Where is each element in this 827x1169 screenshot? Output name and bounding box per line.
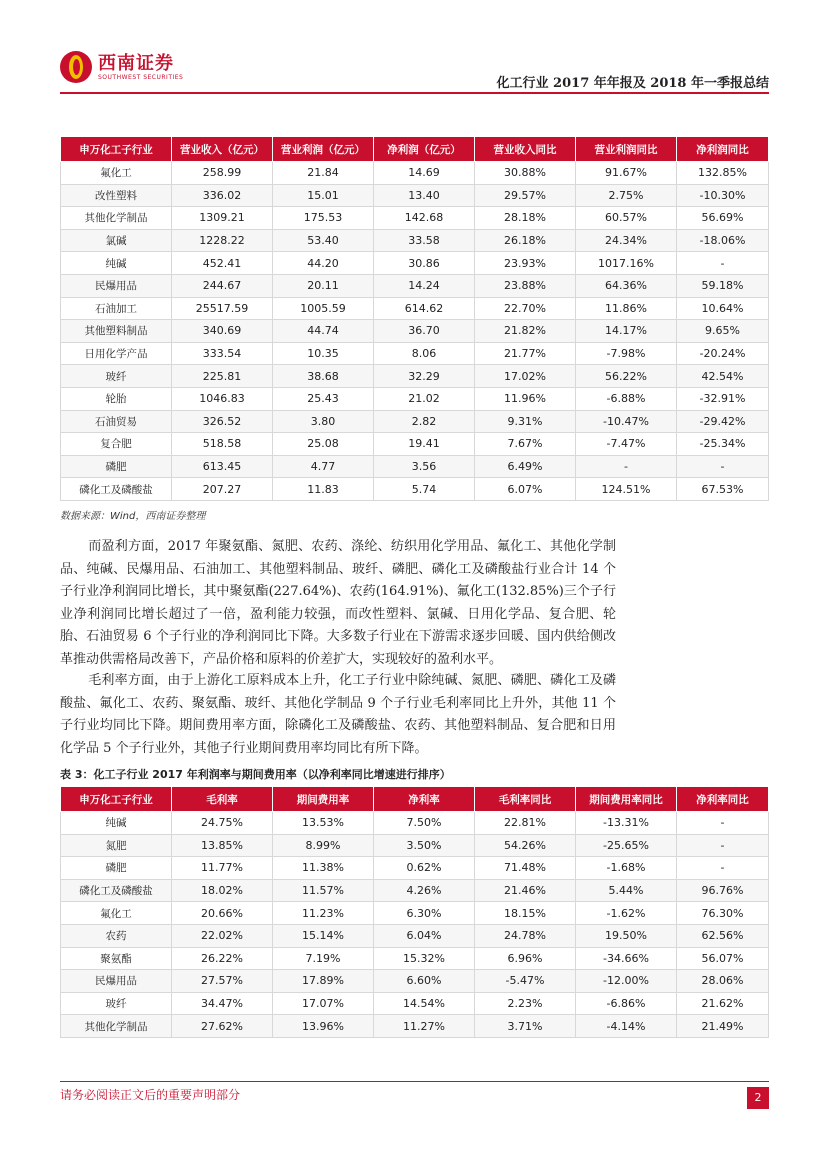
sub-industry-name: 农药 [61, 924, 172, 947]
table-cell: 8.99% [273, 834, 374, 857]
table-cell: 336.02 [172, 184, 273, 207]
table-cell: 1309.21 [172, 207, 273, 230]
logo-name-en: SOUTHWEST SECURITIES [98, 73, 184, 81]
table-cell: 22.81% [475, 812, 576, 835]
table-cell: 11.96% [475, 387, 576, 410]
table-cell: 340.69 [172, 320, 273, 343]
table-cell: 21.84 [273, 162, 374, 185]
table-cell: 19.50% [576, 924, 677, 947]
table-row [61, 970, 769, 993]
sub-industry-name: 氟化工 [61, 162, 172, 185]
table-cell: 22.70% [475, 297, 576, 320]
table-cell: 28.18% [475, 207, 576, 230]
table-cell: -25.65% [576, 834, 677, 857]
footer-divider [60, 1081, 769, 1082]
sub-industry-name: 日用化学产品 [61, 342, 172, 365]
table-cell: -25.34% [677, 433, 769, 456]
table-cell: 6.04% [374, 924, 475, 947]
table-cell: -10.47% [576, 410, 677, 433]
sub-industry-name: 磷化工及磷酸盐 [61, 478, 172, 501]
table-row [61, 184, 769, 207]
table-row [61, 410, 769, 433]
table-cell: 124.51% [576, 478, 677, 501]
sub-industry-name: 改性塑料 [61, 184, 172, 207]
table-cell: 21.46% [475, 879, 576, 902]
table-cell: - [576, 455, 677, 478]
table-cell: 21.49% [677, 1015, 769, 1038]
table-row [61, 455, 769, 478]
table-cell: 7.50% [374, 812, 475, 835]
column-header: 毛利率 [172, 787, 273, 812]
table-cell: 207.27 [172, 478, 273, 501]
table-cell: -32.91% [677, 387, 769, 410]
table-cell: 23.93% [475, 252, 576, 275]
table-cell: 26.22% [172, 947, 273, 970]
table-cell: 452.41 [172, 252, 273, 275]
table-cell: 326.52 [172, 410, 273, 433]
table-cell: 25.08 [273, 433, 374, 456]
logo-name-cn: 西南证券 [98, 52, 174, 74]
table-cell: 36.70 [374, 320, 475, 343]
table-cell: 25517.59 [172, 297, 273, 320]
table-row [61, 433, 769, 456]
table-cell: 6.30% [374, 902, 475, 925]
table-row [61, 947, 769, 970]
table-cell: -34.66% [576, 947, 677, 970]
table-caption: 表 3：化工子行业 2017 年利润率与期间费用率（以净利率同比增速进行排序） [60, 768, 451, 781]
table-cell: 4.26% [374, 879, 475, 902]
table-header-row [61, 787, 769, 812]
table-cell: -1.62% [576, 902, 677, 925]
table-cell: 244.67 [172, 274, 273, 297]
table-cell: 17.89% [273, 970, 374, 993]
table-cell: -12.00% [576, 970, 677, 993]
table-cell: 3.71% [475, 1015, 576, 1038]
table-cell: -18.06% [677, 229, 769, 252]
table-cell: 62.56% [677, 924, 769, 947]
sub-industry-name: 聚氨酯 [61, 947, 172, 970]
table-cell: 1046.83 [172, 387, 273, 410]
table-row [61, 812, 769, 835]
table-cell: 27.62% [172, 1015, 273, 1038]
table-cell: 11.27% [374, 1015, 475, 1038]
table-cell: 3.80 [273, 410, 374, 433]
table-cell: 42.54% [677, 365, 769, 388]
table-cell: 96.76% [677, 879, 769, 902]
table-cell: 71.48% [475, 857, 576, 880]
table-cell: 24.78% [475, 924, 576, 947]
table-cell: 2.82 [374, 410, 475, 433]
table-cell: 14.69 [374, 162, 475, 185]
table-cell: 7.67% [475, 433, 576, 456]
table-row [61, 229, 769, 252]
table-cell: 64.36% [576, 274, 677, 297]
table-cell: -1.68% [576, 857, 677, 880]
table-cell: 8.06 [374, 342, 475, 365]
sub-industry-name: 玻纤 [61, 365, 172, 388]
table-cell: 10.64% [677, 297, 769, 320]
table-cell: 17.02% [475, 365, 576, 388]
table-row [61, 1015, 769, 1038]
table-row [61, 297, 769, 320]
table-cell: -6.88% [576, 387, 677, 410]
table-cell: - [677, 857, 769, 880]
column-header: 营业利润（亿元） [273, 137, 374, 162]
table-cell: 56.22% [576, 365, 677, 388]
column-header: 申万化工子行业 [61, 137, 172, 162]
table-cell: 32.29 [374, 365, 475, 388]
table-cell: 15.14% [273, 924, 374, 947]
table-row [61, 162, 769, 185]
table-cell: 24.34% [576, 229, 677, 252]
table-cell: - [677, 455, 769, 478]
financials-table [60, 136, 769, 501]
column-header: 净利率同比 [677, 787, 769, 812]
table-cell: - [677, 834, 769, 857]
margins-table [60, 786, 769, 1038]
sub-industry-name: 氮肥 [61, 834, 172, 857]
table-cell: 18.02% [172, 879, 273, 902]
table-cell: 44.74 [273, 320, 374, 343]
table-cell: 10.35 [273, 342, 374, 365]
table-cell: 18.15% [475, 902, 576, 925]
table-cell: 24.75% [172, 812, 273, 835]
table-cell: 25.43 [273, 387, 374, 410]
table-cell: 11.57% [273, 879, 374, 902]
table-row [61, 207, 769, 230]
sub-industry-name: 磷肥 [61, 857, 172, 880]
table-row [61, 857, 769, 880]
table-cell: 225.81 [172, 365, 273, 388]
column-header: 净利润同比 [677, 137, 769, 162]
table-cell: 54.26% [475, 834, 576, 857]
footer-disclaimer: 请务必阅读正文后的重要声明部分 [60, 1088, 241, 1102]
table-header-row [61, 137, 769, 162]
table-cell: -6.86% [576, 992, 677, 1015]
table-cell: 23.88% [475, 274, 576, 297]
table-cell: 6.07% [475, 478, 576, 501]
logo-text [98, 54, 183, 81]
data-source-note: 数据来源：Wind，西南证券整理 [60, 511, 206, 522]
sub-industry-name: 其他塑料制品 [61, 320, 172, 343]
table-row [61, 252, 769, 275]
table-cell: 44.20 [273, 252, 374, 275]
table-cell: 59.18% [677, 274, 769, 297]
sub-industry-name: 磷肥 [61, 455, 172, 478]
table-cell: 175.53 [273, 207, 374, 230]
table-cell: 2.75% [576, 184, 677, 207]
table-cell: 34.47% [172, 992, 273, 1015]
table-cell: 67.53% [677, 478, 769, 501]
table-cell: 21.82% [475, 320, 576, 343]
column-header: 毛利率同比 [475, 787, 576, 812]
sub-industry-name: 其他化学制品 [61, 207, 172, 230]
table-row [61, 902, 769, 925]
table-cell: 76.30% [677, 902, 769, 925]
table-cell: 15.01 [273, 184, 374, 207]
table-cell: 1005.59 [273, 297, 374, 320]
table-cell: -10.30% [677, 184, 769, 207]
column-header: 营业收入同比 [475, 137, 576, 162]
table-row [61, 365, 769, 388]
page-number: 2 [747, 1087, 769, 1109]
table-cell: 11.77% [172, 857, 273, 880]
table-cell: 6.96% [475, 947, 576, 970]
table-cell: 14.17% [576, 320, 677, 343]
table-cell: 21.77% [475, 342, 576, 365]
company-logo [60, 48, 183, 86]
table-row [61, 834, 769, 857]
table-cell: 13.85% [172, 834, 273, 857]
table-cell: 60.57% [576, 207, 677, 230]
table-cell: 17.07% [273, 992, 374, 1015]
table-cell: 614.62 [374, 297, 475, 320]
table-cell: 19.41 [374, 433, 475, 456]
table-cell: 9.31% [475, 410, 576, 433]
table-cell: - [677, 812, 769, 835]
table-cell: 28.06% [677, 970, 769, 993]
column-header: 净利润（亿元） [374, 137, 475, 162]
table-cell: 11.86% [576, 297, 677, 320]
table-cell: 11.38% [273, 857, 374, 880]
table-cell: 20.11 [273, 274, 374, 297]
sub-industry-name: 民爆用品 [61, 970, 172, 993]
table-cell: 14.24 [374, 274, 475, 297]
column-header: 净利率 [374, 787, 475, 812]
table-cell: - [677, 252, 769, 275]
table-cell: 3.56 [374, 455, 475, 478]
table-cell: 14.54% [374, 992, 475, 1015]
sub-industry-name: 纯碱 [61, 812, 172, 835]
table-cell: -7.98% [576, 342, 677, 365]
column-header: 申万化工子行业 [61, 787, 172, 812]
column-header: 期间费用率同比 [576, 787, 677, 812]
table-cell: 22.02% [172, 924, 273, 947]
table-cell: -7.47% [576, 433, 677, 456]
table-cell: 27.57% [172, 970, 273, 993]
table-cell: 258.99 [172, 162, 273, 185]
sub-industry-name: 石油加工 [61, 297, 172, 320]
table-cell: 30.86 [374, 252, 475, 275]
table-cell: 20.66% [172, 902, 273, 925]
table-cell: 26.18% [475, 229, 576, 252]
paragraph-margins [60, 670, 616, 760]
table-cell: 11.23% [273, 902, 374, 925]
table-cell: 30.88% [475, 162, 576, 185]
table-cell: 56.07% [677, 947, 769, 970]
column-header: 期间费用率 [273, 787, 374, 812]
report-title: 化工行业 2017 年年报及 2018 年一季报总结 [496, 76, 769, 91]
table-cell: 15.32% [374, 947, 475, 970]
table-cell: 613.45 [172, 455, 273, 478]
table-cell: 29.57% [475, 184, 576, 207]
table-cell: -13.31% [576, 812, 677, 835]
table-cell: 21.62% [677, 992, 769, 1015]
sub-industry-name: 复合肥 [61, 433, 172, 456]
header-divider [60, 92, 769, 94]
table-cell: 11.83 [273, 478, 374, 501]
table-cell: 1228.22 [172, 229, 273, 252]
table-row [61, 320, 769, 343]
sub-industry-name: 纯碱 [61, 252, 172, 275]
sub-industry-name: 氯碱 [61, 229, 172, 252]
column-header: 营业利润同比 [576, 137, 677, 162]
table-cell: 53.40 [273, 229, 374, 252]
table-cell: 142.68 [374, 207, 475, 230]
table-cell: 3.50% [374, 834, 475, 857]
table-row [61, 478, 769, 501]
table-cell: 4.77 [273, 455, 374, 478]
table-cell: 1017.16% [576, 252, 677, 275]
column-header: 营业收入（亿元） [172, 137, 273, 162]
table-cell: 6.49% [475, 455, 576, 478]
table-row [61, 342, 769, 365]
paragraph-profitability [60, 536, 616, 671]
table-row [61, 879, 769, 902]
table-row [61, 274, 769, 297]
table-cell: 13.40 [374, 184, 475, 207]
table-cell: -20.24% [677, 342, 769, 365]
table-cell: 132.85% [677, 162, 769, 185]
table-cell: 7.19% [273, 947, 374, 970]
table-cell: 21.02 [374, 387, 475, 410]
table-cell: 6.60% [374, 970, 475, 993]
sub-industry-name: 轮胎 [61, 387, 172, 410]
sub-industry-name: 民爆用品 [61, 274, 172, 297]
table-cell: -29.42% [677, 410, 769, 433]
sub-industry-name: 其他化学制品 [61, 1015, 172, 1038]
table-cell: -5.47% [475, 970, 576, 993]
table-cell: -4.14% [576, 1015, 677, 1038]
table-cell: 38.68 [273, 365, 374, 388]
table-cell: 518.58 [172, 433, 273, 456]
table-cell: 2.23% [475, 992, 576, 1015]
table-row [61, 992, 769, 1015]
table-cell: 13.96% [273, 1015, 374, 1038]
sub-industry-name: 氟化工 [61, 902, 172, 925]
table-cell: 333.54 [172, 342, 273, 365]
sub-industry-name: 石油贸易 [61, 410, 172, 433]
table-cell: 5.44% [576, 879, 677, 902]
table-cell: 33.58 [374, 229, 475, 252]
table-row [61, 387, 769, 410]
table-row [61, 924, 769, 947]
paragraph-margins-text: 毛利率方面，由于上游化工原料成本上升，化工子行业中除纯碱、氮肥、磷肥、磷化工及磷酸盐、氟化工、农药、聚氨酯、玻纤、其他化学制品 9 个子行业毛利率同比上升外，其他 11 个子行业均同比下降。期间费用率方面，除磷化工及磷酸盐、农药、其他塑料制品、复合肥和日用化学品 5 个子行业外，其他子行业期间费用率均同比有所下降。 [60, 673, 616, 756]
table-cell: 0.62% [374, 857, 475, 880]
logo-mark-icon [60, 51, 92, 83]
sub-industry-name: 磷化工及磷酸盐 [61, 879, 172, 902]
sub-industry-name: 玻纤 [61, 992, 172, 1015]
table-cell: 9.65% [677, 320, 769, 343]
table-cell: 56.69% [677, 207, 769, 230]
table-cell: 13.53% [273, 812, 374, 835]
paragraph-profitability-text: 而盈利方面，2017 年聚氨酯、氮肥、农药、涤纶、纺织用化学用品、氟化工、其他化学制品、纯碱、民爆用品、石油加工、其他塑料制品、玻纤、磷肥、磷化工及磷酸盐行业合计 14 个子行业净利润同比增长，其中聚氨酯(227.64%)、农药(164.91%)、氟化工(132.85%)三个子行业净利润同比增长超过了一倍，盈利能力较强，而改性塑料、氯碱、日用化学品、复合肥、轮胎、石油贸易 6 个子行业的净利润同比下降。大多数子行业在下游需求逐步回暖、国内供给侧改革推动供需格局改善下，产品价格和原料的价差扩大，实现较好的盈利水平。 [60, 539, 616, 667]
table-cell: 5.74 [374, 478, 475, 501]
table-cell: 91.67% [576, 162, 677, 185]
